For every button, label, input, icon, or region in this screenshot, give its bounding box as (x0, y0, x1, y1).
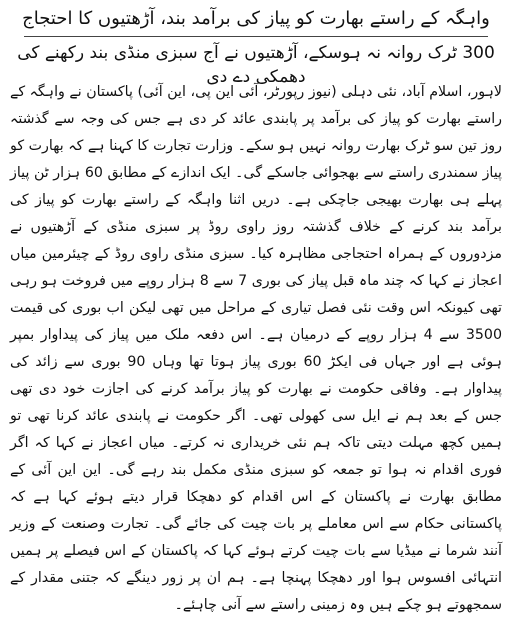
headline: واہگہ کے راستے بھارت کو پیاز کی برآمد بند، آڑھتیوں کا احتجاج (22, 8, 490, 29)
article-body: لاہور، اسلام آباد، نئی دہلی (نیوز رپورٹر، آئی این پی، این آئی) پاکستان نے واہگہ کے راستے بھارت کو پیاز کی برآمد پر پابندی عائد کر دی ہے جس کی وجہ سے گذشتہ روز تین سو ٹرک بھارت روانہ نہیں ہو سکے۔ وزارت تجارت کا کہنا ہے کہ بھارت کو پیاز سمندری راستے سے بھجوائی جاسکے گی۔ ایک اندازے کے مطابق 60 ہزار ٹن پیاز پہلے ہی بھارت بھیجی جاچکی ہے۔ دریں اثنا واہگہ کے راستے بھارت کو پیاز کی برآمد بند کرنے کے خلاف گذشتہ روز راوی روڈ پر سبزی منڈی کے آڑھتیوں نے مزدوروں کے ہمراہ احتجاجی مظاہرہ کیا۔ سبزی منڈی راوی روڈ کے چیئرمین میاں اعجاز نے کہا کہ چند ماہ قبل پیاز کی بوری 7 سے 8 ہزار روپے میں فروخت ہو رہی تھی کیونکہ اس وقت نئی فصل تیاری کے مراحل میں تھی لیکن اب بوری کی قیمت 3500 سے 4 ہزار روپے کے درمیان ہے۔ اس دفعہ ملک میں پیاز کی پیداوار بمپر ہوئی ہے اور جہاں فی ایکڑ 60 بوری پیاز ہوتا تھا وہاں 90 بوری سے زائد کی پیداوار ہے۔ وفاقی حکومت نے بھارت کو پیاز برآمد کرنے کی اجازت خود دی تھی جس کے بعد ہم نے ایل سی کھولی تھی۔ اگر حکومت نے پابندی عائد کرنا تھی تو ہمیں کچھ مہلت دیتی تاکہ ہم نئی خریداری نہ کرتے۔ میاں اعجاز نے کہا کہ اگر فوری اقدام نہ ہوا تو جمعہ کو سبزی منڈی مکمل بند رہے گی۔ این این آئی کے مطابق بھارت نے پاکستان کے اس اقدام کو دھچکا قرار دیتے ہوئے کہا ہے کہ پاکستانی حکام سے اس معاملے پر بات چیت کی جائے گی۔ تجارت وصنعت کے وزیر آنند شرما نے میڈیا سے بات چیت کرتے ہوئے کہا کہ پاکستان کے اس فیصلے پر ہمیں انتہائی افسوس ہوا اور دھچکا پہنچا ہے۔ ہم ان پر زور دینگے کہ جتنی مقدار کے سمجھوتے ہو چکے ہیں وہ زمینی راستے سے آنی چاہئے۔ (10, 84, 503, 613)
headline-divider (24, 36, 488, 37)
subheadline: 300 ٹرک روانہ نہ ہوسکے، آڑھتیوں نے آج سبزی منڈی بند رکھنے کی دھمکی دے دی (17, 43, 495, 87)
